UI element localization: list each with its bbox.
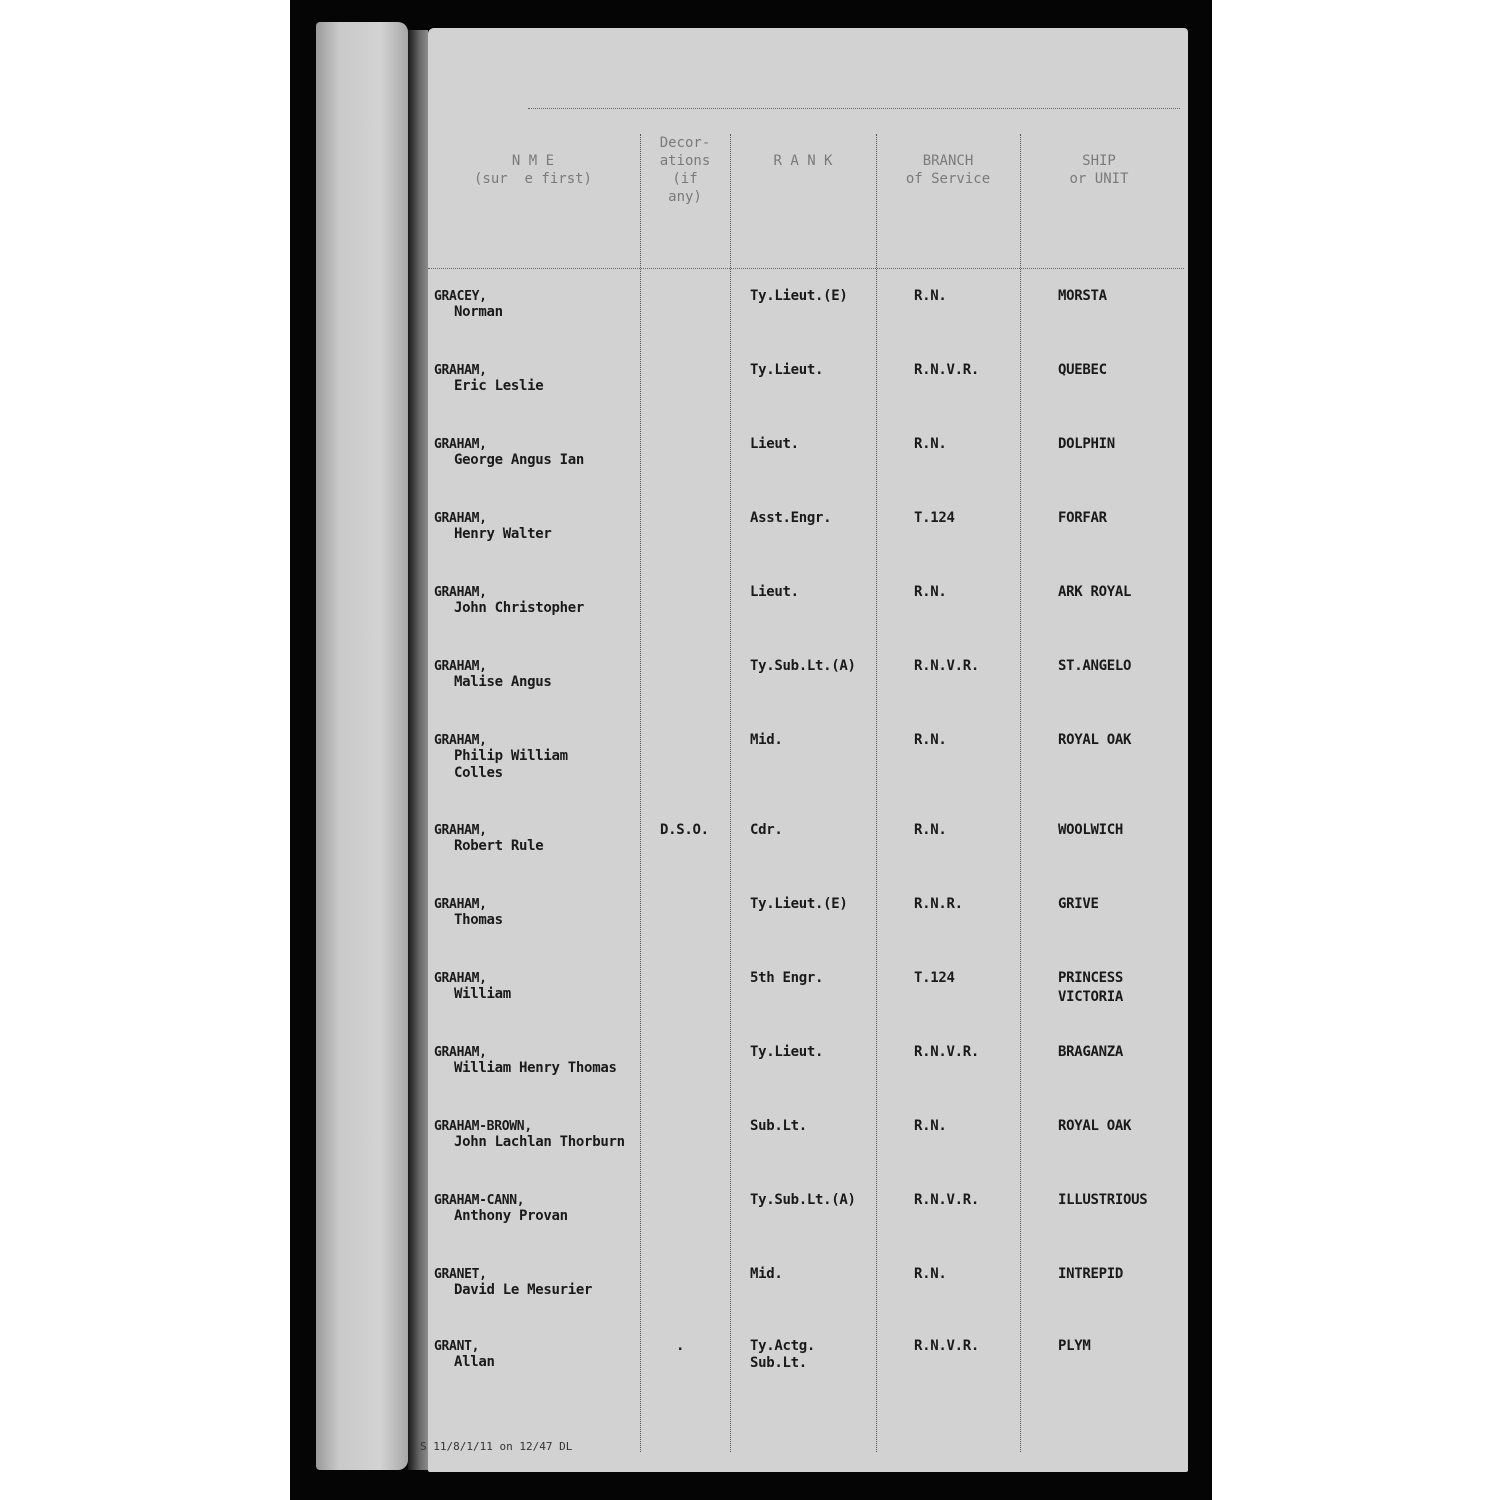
rank: Mid. — [750, 732, 783, 748]
header-ship: SHIP or UNIT — [1069, 153, 1129, 187]
list-item — [428, 732, 1188, 802]
list-item — [428, 822, 1188, 892]
header-name: N M E (sur e first) — [473, 153, 592, 187]
given-names: Eric Leslie — [454, 378, 544, 394]
given-names-continued: Colles — [454, 765, 503, 781]
ship: BRAGANZA — [1058, 1044, 1124, 1060]
rank: Ty.Sub.Lt.(A) — [750, 1192, 856, 1208]
given-names: David Le Mesurier — [454, 1282, 593, 1298]
rank: Ty.Lieut. — [750, 362, 824, 378]
branch: R.N. — [914, 584, 947, 600]
rank: Cdr. — [750, 822, 783, 838]
surname: GRACEY, — [434, 289, 487, 304]
given-names: George Angus Ian — [454, 452, 585, 468]
surname: GRAHAM-CANN, — [434, 1193, 525, 1208]
decoration: . — [676, 1338, 685, 1354]
header-rank: R A N K — [773, 153, 833, 169]
given-names: John Christopher — [454, 600, 585, 616]
surname: GRAHAM, — [434, 733, 487, 748]
rank: Ty.Lieut.(E) — [750, 288, 848, 304]
list-item — [428, 1118, 1188, 1188]
list-item — [428, 1338, 1188, 1408]
header-top-rule — [528, 108, 1180, 109]
rank: Mid. — [750, 1266, 783, 1282]
ship: QUEBEC — [1058, 362, 1107, 378]
rank: Lieut. — [750, 436, 799, 452]
binding-spine — [316, 22, 408, 1470]
list-item — [428, 658, 1188, 728]
given-names: William Henry Thomas — [454, 1060, 617, 1076]
branch: R.N.R. — [914, 896, 963, 912]
branch: T.124 — [914, 970, 955, 986]
list-item — [428, 1192, 1188, 1262]
ship: MORSTA — [1058, 288, 1107, 304]
ship: GRIVE — [1058, 896, 1099, 912]
rank: Lieut. — [750, 584, 799, 600]
ship: PLYM — [1058, 1338, 1091, 1354]
list-item — [428, 1266, 1188, 1336]
surname: GRAHAM, — [434, 511, 487, 526]
list-item — [428, 436, 1188, 506]
list-item — [428, 288, 1188, 358]
rank: Asst.Engr. — [750, 510, 832, 526]
surname: GRAHAM, — [434, 971, 487, 986]
ship: WOOLWICH — [1058, 822, 1124, 838]
page-gutter — [408, 30, 428, 1470]
register-page — [420, 28, 1188, 1472]
ship: FORFAR — [1058, 510, 1107, 526]
list-item — [428, 970, 1188, 1040]
surname: GRANT, — [434, 1339, 480, 1354]
ship: ST.ANGELO — [1058, 658, 1132, 674]
surname: GRAHAM, — [434, 659, 487, 674]
surname: GRAHAM, — [434, 437, 487, 452]
surname: GRAHAM, — [434, 1045, 487, 1060]
branch: R.N. — [914, 1118, 947, 1134]
surname: GRAHAM, — [434, 823, 487, 838]
surname: GRAHAM, — [434, 363, 487, 378]
ship: PRINCESS — [1058, 970, 1124, 986]
surname: GRAHAM-BROWN, — [434, 1119, 532, 1134]
page-reference: S 11/8/1/11 on 12/47 DL — [420, 1440, 573, 1453]
list-item — [428, 584, 1188, 654]
rank: Ty.Actg. — [750, 1338, 816, 1354]
branch: R.N.V.R. — [914, 658, 980, 674]
given-names: Thomas — [454, 912, 503, 928]
header-bottom-rule — [428, 268, 1184, 269]
rank-continued: Sub.Lt. — [750, 1355, 807, 1371]
list-item — [428, 510, 1188, 580]
branch: R.N. — [914, 288, 947, 304]
rank: Ty.Lieut. — [750, 1044, 824, 1060]
surname: GRAHAM, — [434, 897, 487, 912]
branch: R.N. — [914, 1266, 947, 1282]
list-item — [428, 1044, 1188, 1114]
given-names: Anthony Provan — [454, 1208, 568, 1224]
given-names: John Lachlan Thorburn — [454, 1134, 625, 1150]
given-names: Norman — [454, 304, 503, 320]
given-names: Philip William — [454, 748, 568, 764]
ship: DOLPHIN — [1058, 436, 1115, 452]
given-names: Allan — [454, 1354, 495, 1370]
given-names: Malise Angus — [454, 674, 552, 690]
rank: Ty.Sub.Lt.(A) — [750, 658, 856, 674]
header-decorations: Decor- ations (if any) — [659, 135, 711, 205]
branch: R.N.V.R. — [914, 1044, 980, 1060]
ship: INTREPID — [1058, 1266, 1124, 1282]
branch: R.N. — [914, 732, 947, 748]
surname: GRANET, — [434, 1267, 487, 1282]
list-item — [428, 362, 1188, 432]
header-branch: BRANCH of Service — [905, 153, 991, 187]
list-item — [428, 896, 1188, 966]
ship-continued: VICTORIA — [1058, 989, 1124, 1005]
surname: GRAHAM, — [434, 585, 487, 600]
branch: R.N.V.R. — [914, 362, 980, 378]
branch: R.N. — [914, 822, 947, 838]
branch: R.N.V.R. — [914, 1192, 980, 1208]
ship: ILLUSTRIOUS — [1058, 1192, 1148, 1208]
ship: ROYAL OAK — [1058, 1118, 1132, 1134]
given-names: William — [454, 986, 511, 1002]
given-names: Robert Rule — [454, 838, 544, 854]
ship: ARK ROYAL — [1058, 584, 1132, 600]
rank: Ty.Lieut.(E) — [750, 896, 848, 912]
branch: R.N. — [914, 436, 947, 452]
rank: Sub.Lt. — [750, 1118, 807, 1134]
branch: R.N.V.R. — [914, 1338, 980, 1354]
ship: ROYAL OAK — [1058, 732, 1132, 748]
rank: 5th Engr. — [750, 970, 824, 986]
branch: T.124 — [914, 510, 955, 526]
given-names: Henry Walter — [454, 526, 552, 542]
decoration: D.S.O. — [660, 822, 709, 838]
